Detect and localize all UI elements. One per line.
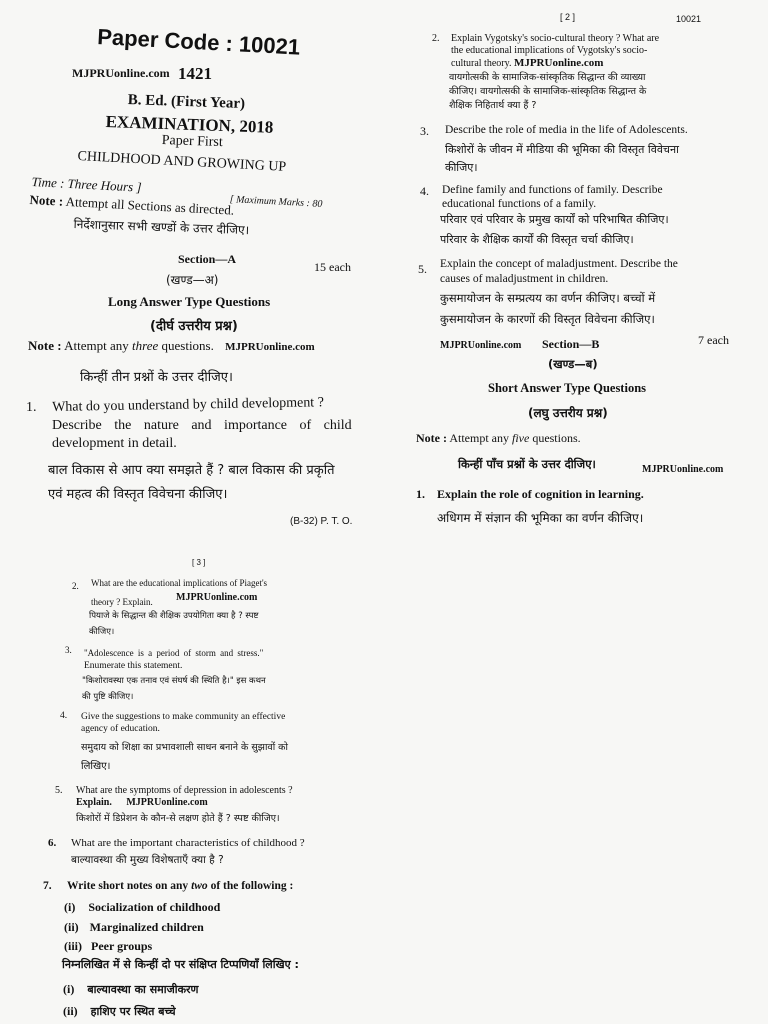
p3-q7-text-a: Write short notes on any xyxy=(67,880,189,892)
q2-line-1: Explain Vygotsky's socio-cultural theory ? What are xyxy=(451,33,660,44)
p3-q6-number: 6. xyxy=(48,837,57,849)
p3-item-1 xyxy=(64,900,220,915)
subject-title: CHILDHOOD AND GROWING UP xyxy=(77,149,287,175)
q1-hindi-2: एवं महत्व की विस्तृत विवेचना कीजिए। xyxy=(48,487,228,502)
p3-q3-line-1: "Adolescence is a period of storm and stress." xyxy=(84,648,264,658)
short-answer-hindi: (लघु उत्तरीय प्रश्न) xyxy=(528,406,608,420)
sb-q1-text: Explain the role of cognition in learning. xyxy=(437,487,644,501)
p3-item-3 xyxy=(64,939,152,954)
p3-q7-line xyxy=(67,880,293,892)
p3-hindi-item-1-num: (i) xyxy=(63,982,75,996)
q2-site: MJPRUonline.com xyxy=(513,57,604,69)
q5-number: 5. xyxy=(418,262,427,276)
q4-line-2: educational functions of a family. xyxy=(442,198,597,210)
p3-hindi-item-2-text: हाशिए पर स्थित बच्चे xyxy=(90,1005,176,1018)
page3-page-number: [ 3 ] xyxy=(192,558,206,567)
p3-q7-number: 7. xyxy=(43,880,52,892)
note2-hindi: किन्हीं तीन प्रश्नों के उत्तर दीजिए। xyxy=(80,370,233,385)
p3-hindi-item-2 xyxy=(63,1004,176,1019)
page2-page-number: [ 2 ] xyxy=(560,12,576,22)
q4-hindi-2: परिवार के शैक्षिक कार्यों की विस्तृत चर्चा कीजिए। xyxy=(440,233,634,246)
p3-hindi-item-2-num: (ii) xyxy=(63,1004,78,1018)
note-b-line xyxy=(416,431,581,446)
q4-hindi-1: परिवार एवं परिवार के प्रमुख कार्यों को परिभाषित कीजिए। xyxy=(440,213,669,226)
p3-q5-site: MJPRUonline.com xyxy=(126,797,208,808)
q5-line-1: Explain the concept of maladjustment. Describe the xyxy=(440,258,678,270)
p3-q2-hindi-2: कीजिए। xyxy=(89,627,115,637)
note2-site: MJPRUonline.com xyxy=(225,341,315,353)
p3-q2-number: 2. xyxy=(72,581,79,591)
p3-q6-hindi: बाल्यावस्था की मुख्य विशेषताएँ क्या है ? xyxy=(71,854,224,866)
site-watermark: MJPRUonline.com xyxy=(72,66,170,80)
q4-line-1: Define family and functions of family. Describe xyxy=(442,184,663,196)
p3-item-1-num: (i) xyxy=(64,900,76,914)
p3-item-3-num: (iii) xyxy=(64,939,82,953)
note2-text-b: three xyxy=(132,338,159,353)
p3-q4-number: 4. xyxy=(60,711,68,721)
page1-footer: (B-32) P. T. O. xyxy=(290,516,353,527)
q1-number: 1. xyxy=(26,400,37,415)
p3-item-3-text: Peer groups xyxy=(91,939,153,953)
note-b-label: Note : xyxy=(416,431,447,445)
q3-number: 3. xyxy=(420,124,429,138)
max-marks: [ Maximum Marks : 80 xyxy=(229,194,323,210)
paper-number: 1421 xyxy=(178,64,212,83)
note2-label: Note : xyxy=(28,338,62,353)
paper-label: Paper First xyxy=(161,133,224,151)
note-b-text-c: questions. xyxy=(532,431,581,445)
note-b-hindi: किन्हीं पाँच प्रश्नों के उत्तर दीजिए। xyxy=(458,457,596,471)
note-line xyxy=(29,192,234,219)
p3-q6-text: What are the important characteristics of childhood ? xyxy=(71,837,305,849)
p3-q5-explain: Explain. xyxy=(76,797,112,808)
p3-q5-hindi: किशोरों में डिप्रेशन के कौन-से लक्षण होते हैं ? स्पष्ट कीजिए। xyxy=(76,813,280,824)
p3-q2-line-2: theory ? Explain. xyxy=(91,597,153,607)
p3-q5-number: 5. xyxy=(55,785,63,796)
p3-q5-line-1: What are the symptoms of depression in adolescents ? xyxy=(76,785,293,796)
q2-line-2: the educational implications of Vygotsky's socio- xyxy=(451,45,648,56)
section-a-marks: 15 each xyxy=(314,260,351,274)
p3-q2-hindi-1: पियाजे के सिद्धान्त की शैक्षिक उपयोगिता क्या है ? स्पष्ट xyxy=(89,611,259,621)
p3-q2-line-1: What are the educational implications of Piaget's xyxy=(91,578,268,588)
note-label: Note : xyxy=(29,192,64,209)
long-answer-hindi: (दीर्घ उत्तरीय प्रश्न) xyxy=(150,319,238,334)
sb-q1-hindi: अधिगम में संज्ञान की भूमिका का वर्णन कीजिए। xyxy=(437,511,644,525)
q3-text: Describe the role of media in the life of Adolescents. xyxy=(445,124,688,136)
paper-code: Paper Code : 10021 xyxy=(96,24,301,60)
q2-line-3 xyxy=(451,57,603,69)
q2-hindi-2: कीजिए। वायगोत्सकी के सामाजिक-सांस्कृतिक सिद्धान्त के xyxy=(449,86,647,97)
page2-code: 10021 xyxy=(676,14,702,24)
note2-text-c: questions. xyxy=(161,338,214,353)
p3-q2-site: MJPRUonline.com xyxy=(176,592,258,603)
p3-q4-line-2: agency of education. xyxy=(81,724,160,734)
q5-hindi-1: कुसमायोजन के सम्प्रत्यय का वर्णन कीजिए। बच्चों में xyxy=(440,291,656,305)
q2-hindi-3: शैक्षिक निहितार्थ क्या हैं ? xyxy=(449,100,537,111)
section-b-heading: Section—B xyxy=(542,337,600,351)
q1-hindi-1: बाल विकास से आप क्या समझते हैं ? बाल विकास की प्रकृति xyxy=(48,463,335,478)
q3-hindi-2: कीजिए। xyxy=(445,161,478,174)
p3-q3-number: 3. xyxy=(65,645,72,655)
note-b-text-a: Attempt any xyxy=(449,431,509,445)
p3-q7-text-b: two xyxy=(191,880,208,892)
q5-hindi-2: कुसमायोजन के कारणों की विस्तृत विवेचना कीजिए। xyxy=(440,312,655,326)
section-b-marks: 7 each xyxy=(698,333,729,347)
site-watermark-2: MJPRUonline.com xyxy=(440,340,522,351)
p3-hindi-item-1 xyxy=(63,982,199,997)
p3-q3-line-2: Enumerate this statement. xyxy=(84,661,183,671)
section-b-hindi: (खण्ड—ब) xyxy=(548,357,598,371)
p3-q5-line-2 xyxy=(76,797,208,808)
p3-q7-hindi: निम्नलिखित में से किन्हीं दो पर संक्षिप्त टिप्पणियाँ लिखिए : xyxy=(62,958,299,971)
q1-line-3: development in detail. xyxy=(52,436,177,451)
note-b-text-b: five xyxy=(511,431,530,445)
p3-q7-text-c: of the following : xyxy=(210,880,294,892)
p3-q4-hindi-1: समुदाय को शिक्षा का प्रभावशाली साधन बनाने के सुझावों को xyxy=(81,742,288,753)
p3-q3-hindi-2: की पुष्टि कीजिए। xyxy=(82,692,134,702)
q2-line-3-text: cultural theory. xyxy=(451,58,512,69)
p3-q3-hindi-1: "किशोरावस्था एक तनाव एवं संघर्ष की स्थिति है।" इस कथन xyxy=(82,676,266,686)
q1-line-2: Describe the nature and importance of child xyxy=(52,418,352,433)
p3-item-2 xyxy=(64,920,204,935)
p3-item-2-num: (ii) xyxy=(64,920,79,934)
p3-item-2-text: Marginalized children xyxy=(89,920,204,934)
note2-line xyxy=(28,338,315,354)
section-a-hindi: (खण्ड—अ) xyxy=(166,273,219,287)
time-label: Time : Three Hours ] xyxy=(31,174,142,195)
p3-q4-line-1: Give the suggestions to make community an effective xyxy=(81,712,286,722)
short-answer-title: Short Answer Type Questions xyxy=(488,381,647,395)
sb-q1-number: 1. xyxy=(416,487,425,501)
p3-q4-hindi-2: लिखिए। xyxy=(81,761,111,772)
section-a-heading: Section—A xyxy=(178,252,236,266)
q3-hindi-1: किशोरों के जीवन में मीडिया की भूमिका की विस्तृत विवेचना xyxy=(445,143,679,156)
q2-number: 2. xyxy=(432,33,440,44)
note-hindi: निर्देशानुसार सभी खण्डों के उत्तर दीजिए। xyxy=(73,216,250,238)
long-answer-title: Long Answer Type Questions xyxy=(108,294,271,309)
q5-line-2: causes of maladjustment in children. xyxy=(440,273,609,285)
course-title: B. Ed. (First Year) xyxy=(127,92,246,113)
p3-hindi-item-1-text: बाल्यावस्था का समाजीकरण xyxy=(87,983,199,996)
note2-text-a: Attempt any xyxy=(64,338,129,353)
note-text: Attempt all Sections as directed. xyxy=(65,193,235,218)
note-b-site: MJPRUonline.com xyxy=(642,464,724,475)
q2-hindi-1: वायगोत्सकी के सामाजिक-सांस्कृतिक सिद्धान्त की व्याख्या xyxy=(449,72,646,83)
q4-number: 4. xyxy=(420,184,429,198)
q1-line-1: What do you understand by child development ? xyxy=(52,395,324,415)
exam-title: EXAMINATION, 2018 xyxy=(105,112,274,137)
p3-item-1-text: Socialization of childhood xyxy=(88,900,221,914)
